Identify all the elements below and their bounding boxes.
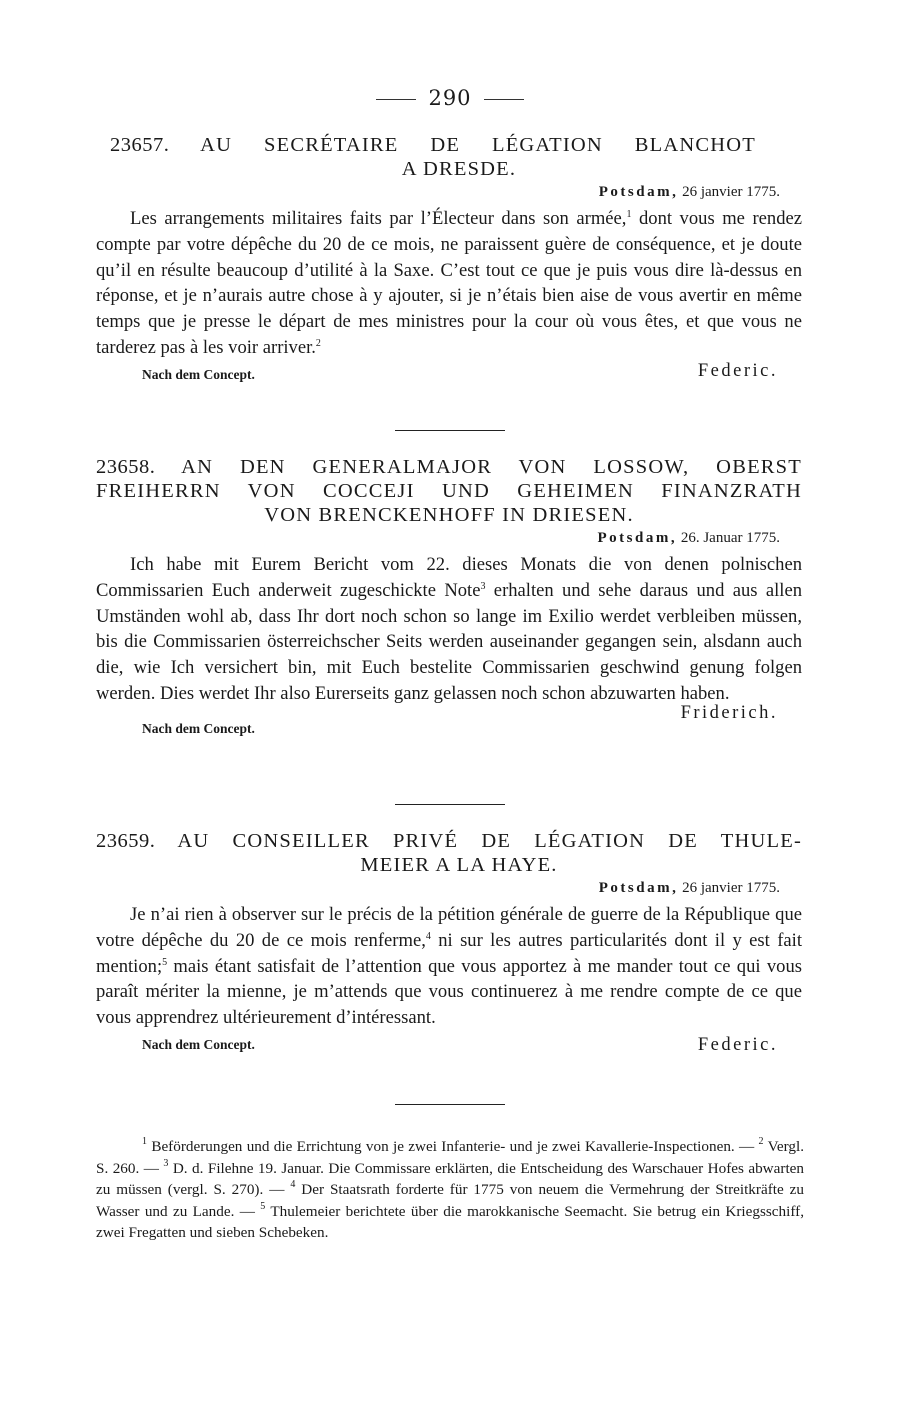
separator-rule — [395, 430, 505, 431]
letter-heading: 23659. AU CONSEILLER PRIVÉ DE LÉGATION DE THULE- MEIER A LA HAYE. — [96, 830, 802, 876]
source-note: Nach dem Concept. — [142, 366, 255, 382]
letter-heading: 23658. AN DEN GENERALMAJOR VON LOSSOW, OBERST FREIHERRN VON COCCEJI UND GEHEIMEN FINANZRATH VON BRENCKENHOFF IN DRIESEN. — [96, 456, 802, 526]
source-note: Nach dem Concept. — [142, 1036, 255, 1052]
dateline: Potsdam, 26 janvier 1775. — [598, 184, 780, 200]
separator-rule — [395, 1104, 505, 1105]
letter-23658 — [96, 455, 802, 737]
signature: Federic. — [697, 360, 778, 381]
page-number-dash-left — [376, 99, 416, 100]
letter-heading: 23657. AU SECRÉTAIRE DE LÉGATION BLANCHOT A DRESDE. — [110, 134, 756, 180]
letter-body: Les arrangements militaires faits par l’Électeur dans son armée,$^1$ dont vous me rendez compte par votre dépêche du 20 de ce mois, ne paraissent guère de conséquence, et je doute qu’il en résulte beaucoup d’utilité à la Saxe. C’est tout ce que je puis vous dire là-dessus en réponse, et je n’aurais autre chose à y ajouter, si je n’étais bien aise de vous avertir en même temps que je presse le départ de mes ministres pour la cour où vous êtes, et que vous ne tarderez pas à les voir arriver.$^2$ — [96, 208, 802, 358]
source-note: Nach dem Concept. — [142, 720, 255, 736]
footnotes: $^1$ Beförderungen und die Errichtung von je zwei Infanterie- und je zwei Kavallerie-Inspectionen. — $^2$ Vergl. S. 260. — $^3$ D. d. Filehne 19. Januar. Die Commissare erklärten, die Entscheidung des Warschauer Hofes abwarten zu müssen (vergl. S. 270). — $^4$ Der Staatsrath forderte für 1775 von neuem die Vermehrung der Streitkräfte zu Wasser und zu Lande. — $^5$ Thulemeier berichtete über die marokkanische Seemacht. Sie betrug ein Kriegsschiff, zwei Fregatten und sieben Schebeken. — [96, 1136, 805, 1241]
letter-body: Je n’ai rien à observer sur le précis de la pétition générale de guerre de la République que votre dépêche du 20 de ce mois renferme,$^4$ ni sur les autres particularités dont il y est fait mention;$^5$ mais étant satisfait de l’attention que vous apportez à me mander tout ce qui vous paraît mériter la mienne, je m’attends que vous continuerez à me rendre compte de ce que vous apprendrez ultérieurement d’intéressant. — [96, 904, 802, 1029]
dateline: Potsdam, 26 janvier 1775. — [598, 880, 780, 896]
letter-body: Ich habe mit Eurem Bericht vom 22. dieses Monats die von denen polnischen Commissarien Euch anderweit zugeschickte Note$^3$ erhalten und sehe daraus und aus allen Umständen wohl ab, dass Ihr dort noch schon so lange im Exilio werdet verbleiben müssen, bis die Commissarien österreichscher Seits werden auseinander gegangen sein, alsdann auch die, wie Ich versichert bin, mit Euch bestelite Commissarien geschwind genung folgen werden. Dies werdet Ihr also Eurerseits ganz gelassen noch schon abzuwarten haben. — [96, 554, 803, 704]
signature: Federic. — [697, 1034, 778, 1055]
dateline: Potsdam, 26. Januar 1775. — [597, 530, 780, 546]
page-number: 290 — [0, 86, 900, 110]
separator-rule — [395, 804, 505, 805]
page-number-dash-right — [484, 99, 524, 100]
letter-23657 — [96, 133, 802, 387]
signature: Friderich. — [680, 702, 778, 723]
letter-23659 — [96, 829, 802, 1057]
